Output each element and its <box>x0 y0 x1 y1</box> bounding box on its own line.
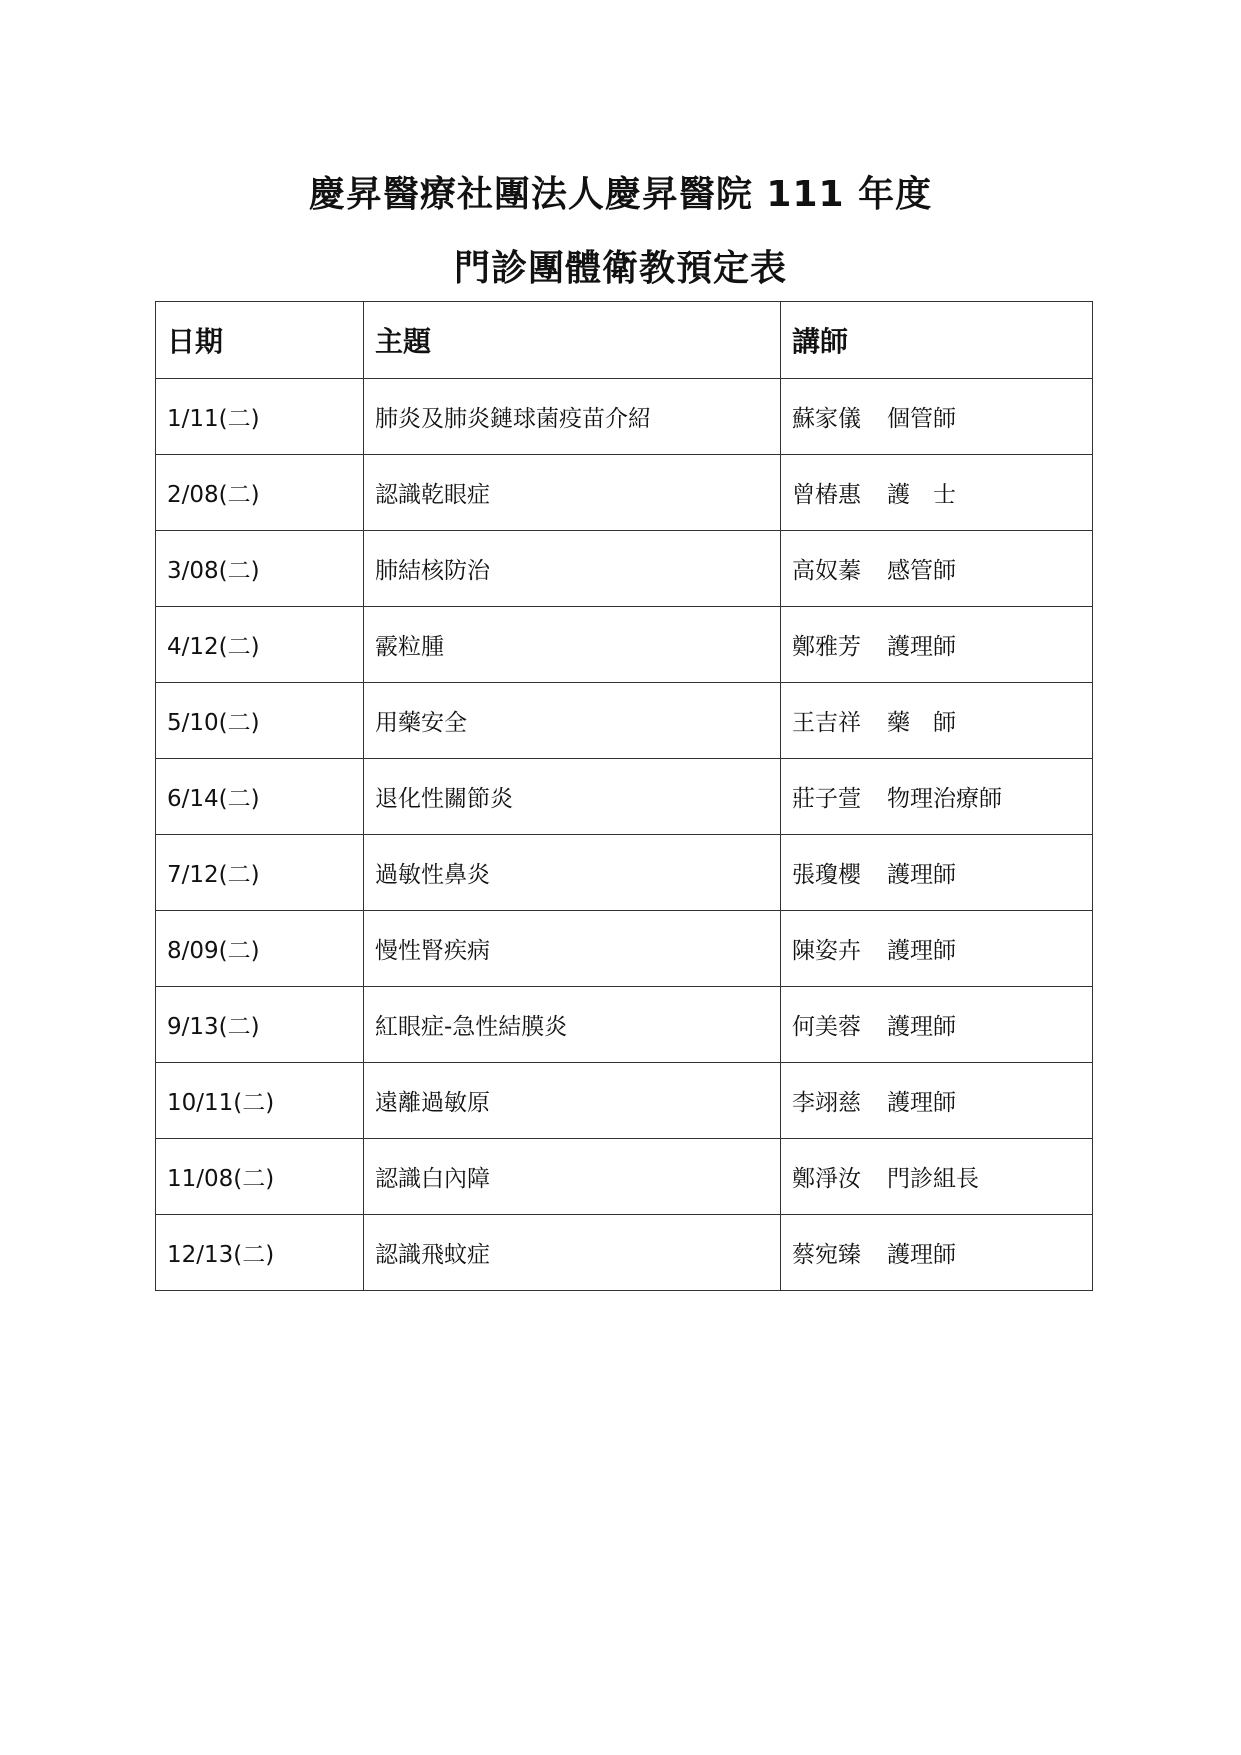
speaker-title: 門診組長 <box>887 1166 979 1192</box>
speaker-title: 護理師 <box>887 1014 956 1040</box>
speaker-title: 護 士 <box>887 482 956 508</box>
cell-speaker <box>781 1139 1093 1215</box>
header-topic: 主題 <box>364 302 781 379</box>
table-row <box>156 531 1093 607</box>
cell-speaker <box>781 1215 1093 1291</box>
cell-speaker <box>781 607 1093 683</box>
cell-topic: 認識白內障 <box>364 1139 781 1215</box>
header-date: 日期 <box>156 302 364 379</box>
cell-topic: 認識飛蚊症 <box>364 1215 781 1291</box>
cell-topic: 用藥安全 <box>364 683 781 759</box>
speaker-title: 護理師 <box>887 862 956 888</box>
speaker-title: 護理師 <box>887 1242 956 1268</box>
cell-topic: 肺結核防治 <box>364 531 781 607</box>
cell-speaker <box>781 1063 1093 1139</box>
cell-date: 12/13(二) <box>156 1215 364 1291</box>
cell-date: 9/13(二) <box>156 987 364 1063</box>
table-header-row <box>156 302 1093 379</box>
cell-date: 5/10(二) <box>156 683 364 759</box>
speaker-name: 蔡宛臻 <box>792 1242 861 1268</box>
cell-speaker <box>781 911 1093 987</box>
cell-date: 6/14(二) <box>156 759 364 835</box>
cell-topic: 退化性關節炎 <box>364 759 781 835</box>
table-row <box>156 379 1093 455</box>
cell-date: 4/12(二) <box>156 607 364 683</box>
speaker-name: 鄭雅芳 <box>792 634 861 660</box>
cell-topic: 肺炎及肺炎鏈球菌疫苗介紹 <box>364 379 781 455</box>
table-row <box>156 911 1093 987</box>
table-body <box>156 379 1093 1291</box>
speaker-name: 王吉祥 <box>792 710 861 736</box>
table-row <box>156 987 1093 1063</box>
speaker-title: 感管師 <box>887 558 956 584</box>
cell-date: 8/09(二) <box>156 911 364 987</box>
cell-topic: 慢性腎疾病 <box>364 911 781 987</box>
cell-speaker <box>781 455 1093 531</box>
cell-date: 2/08(二) <box>156 455 364 531</box>
table-row <box>156 1215 1093 1291</box>
speaker-name: 莊子萱 <box>792 786 861 812</box>
speaker-name: 陳姿卉 <box>792 938 861 964</box>
speaker-name: 李翊慈 <box>792 1090 861 1116</box>
cell-speaker <box>781 683 1093 759</box>
header-speaker: 講師 <box>781 302 1093 379</box>
speaker-title: 藥 師 <box>887 710 956 736</box>
document-subtitle: 門診團體衛教預定表 <box>453 248 787 289</box>
table-row <box>156 759 1093 835</box>
cell-speaker <box>781 835 1093 911</box>
table-row <box>156 607 1093 683</box>
schedule-table <box>155 301 1093 1291</box>
table-row <box>156 1063 1093 1139</box>
cell-speaker <box>781 759 1093 835</box>
cell-topic: 紅眼症-急性結膜炎 <box>364 987 781 1063</box>
speaker-name: 曾椿惠 <box>792 482 861 508</box>
cell-date: 3/08(二) <box>156 531 364 607</box>
cell-date: 10/11(二) <box>156 1063 364 1139</box>
cell-topic: 過敏性鼻炎 <box>364 835 781 911</box>
speaker-title: 護理師 <box>887 634 956 660</box>
document-title: 慶昇醫療社團法人慶昇醫院 111 年度 <box>308 174 933 215</box>
table-row <box>156 835 1093 911</box>
speaker-title: 護理師 <box>887 1090 956 1116</box>
speaker-title: 個管師 <box>887 406 956 432</box>
cell-date: 11/08(二) <box>156 1139 364 1215</box>
cell-topic: 霰粒腫 <box>364 607 781 683</box>
speaker-name: 張瓊櫻 <box>792 862 861 888</box>
speaker-name: 蘇家儀 <box>792 406 861 432</box>
speaker-title: 護理師 <box>887 938 956 964</box>
cell-speaker <box>781 379 1093 455</box>
speaker-name: 高奴蓁 <box>792 558 861 584</box>
speaker-name: 何美蓉 <box>792 1014 861 1040</box>
cell-date: 7/12(二) <box>156 835 364 911</box>
cell-speaker <box>781 987 1093 1063</box>
table-row <box>156 1139 1093 1215</box>
cell-topic: 認識乾眼症 <box>364 455 781 531</box>
cell-date: 1/11(二) <box>156 379 364 455</box>
table-row <box>156 455 1093 531</box>
cell-speaker <box>781 531 1093 607</box>
speaker-name: 鄭淨汝 <box>792 1166 861 1192</box>
table-row <box>156 683 1093 759</box>
speaker-title: 物理治療師 <box>887 786 1002 812</box>
cell-topic: 遠離過敏原 <box>364 1063 781 1139</box>
